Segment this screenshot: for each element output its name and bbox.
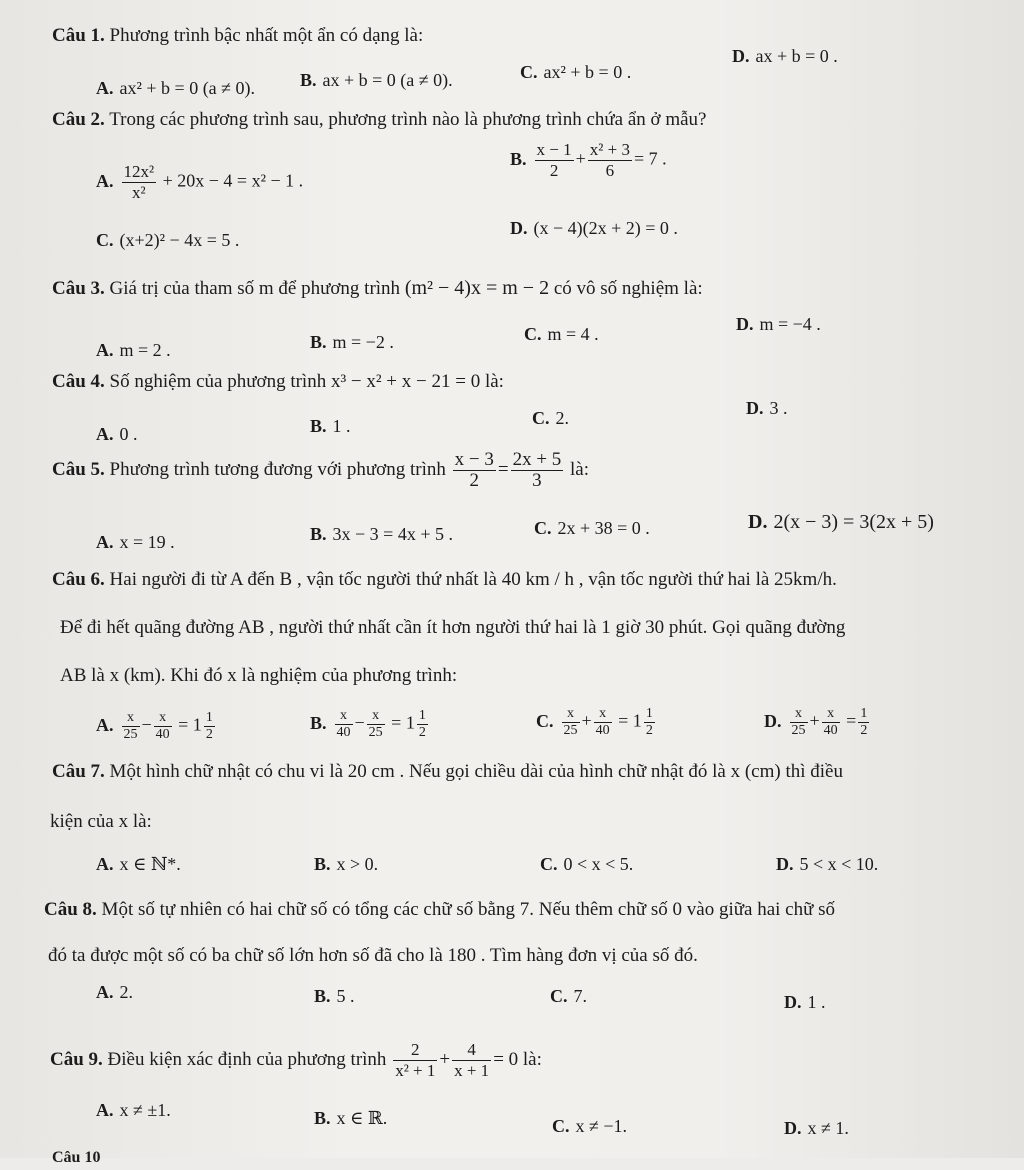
q6-option-c: C. $\frac{x}{25}$ + $\frac{x}{40}$ = 1 $\frac{1}{2}$ bbox=[536, 706, 653, 738]
q2-option-c: C. (x+2)² − 4x = 5 . bbox=[96, 230, 240, 250]
question-3: Câu 3. Giá trị của tham số m để phương trình (m² − 4)x = m − 2 có vô số nghiệm là: bbox=[52, 277, 703, 299]
question-7-line-1: Câu 7. Một hình chữ nhật có chu vi là 20 cm . Nếu gọi chiều dài của hình chữ nhật đó là x (cm) thì điều bbox=[52, 761, 843, 782]
q8-option-a: A. 2. bbox=[96, 982, 133, 1002]
q9-option-a: A. x ≠ ±1. bbox=[96, 1100, 171, 1120]
question-6-line-1: Câu 6. Hai người đi từ A đến B , vận tốc người thứ nhất là 40 km / h , vận tốc người thứ hai là 25km/h. bbox=[52, 569, 837, 590]
question-8-line-1: Câu 8. Một số tự nhiên có hai chữ số có tổng các chữ số bằng 7. Nếu thêm chữ số 0 vào giữa hai chữ số bbox=[44, 899, 836, 920]
question-10-label: Câu 10 bbox=[52, 1149, 101, 1166]
q9-option-b: B. x ∈ ℝ. bbox=[314, 1108, 388, 1128]
q5-option-b: B. 3x − 3 = 4x + 5 . bbox=[310, 524, 453, 544]
question-8-line-2: đó ta được một số có ba chữ số lớn hơn số đã cho là 180 . Tìm hàng đơn vị của số đó. bbox=[48, 945, 698, 966]
q4-option-d: D. 3 . bbox=[746, 398, 788, 418]
q9-option-d: D. x ≠ 1. bbox=[784, 1118, 849, 1138]
q6-option-d: D. $\frac{x}{25}$ + $\frac{x}{40}$ = $\frac{1}{2}$ bbox=[764, 706, 868, 738]
question-7-line-2: kiện của x là: bbox=[50, 811, 152, 832]
q6-option-b: B. $\frac{x}{40}$ − $\frac{x}{25}$ = 1 $\frac{1}{2}$ bbox=[310, 708, 426, 740]
question-2: Câu 2. Trong các phương trình sau, phương trình nào là phương trình chứa ẩn ở mẫu? bbox=[52, 109, 707, 130]
q2-option-a: A. $\frac{\text{12x²}}{\text{x²}}$ + 20x − 4 = x² − 1 . bbox=[96, 162, 304, 202]
question-6-line-2: Để đi hết quãng đường AB , người thứ nhất cần ít hơn người thứ hai là 1 giờ 30 phút. Gọi quãng đường bbox=[60, 617, 846, 638]
q2-option-d: D. (x − 4)(2x + 2) = 0 . bbox=[510, 218, 678, 238]
q9-option-c: C. x ≠ −1. bbox=[552, 1116, 628, 1136]
q4-option-c: C. 2. bbox=[532, 408, 569, 428]
q3-option-a: A. m = 2 . bbox=[96, 340, 171, 360]
q1-option-c: C. ax² + b = 0 . bbox=[520, 62, 632, 82]
q4-option-b: B. 1 . bbox=[310, 416, 351, 436]
q8-option-c: C. 7. bbox=[550, 986, 587, 1006]
q2-option-b: B. $\frac{x - 1}{2}$ + $\frac{\text{x² + 3}}{6}$ = 7 . bbox=[510, 140, 667, 180]
q5-option-c: C. 2x + 38 = 0 . bbox=[534, 518, 650, 538]
q4-option-a: A. 0 . bbox=[96, 424, 138, 444]
q7-option-d: D. 5 < x < 10. bbox=[776, 854, 879, 874]
q8-option-d: D. 1 . bbox=[784, 992, 826, 1012]
question-9: Câu 9. Điều kiện xác định của phương trình $\frac{2}{\text{x² + 1}}$ + $\frac{4}{x + 1}$ = 0 là: bbox=[50, 1040, 542, 1080]
q7-option-b: B. x > 0. bbox=[314, 854, 379, 874]
q3-option-b: B. m = −2 . bbox=[310, 332, 394, 352]
q7-option-c: C. 0 < x < 5. bbox=[540, 854, 634, 874]
q6-option-a: A. $\frac{x}{25}$ − $\frac{x}{40}$ = 1 $\frac{1}{2}$ bbox=[96, 710, 213, 742]
question-6-line-3: AB là x (km). Khi đó x là nghiệm của phương trình: bbox=[60, 665, 458, 686]
question-1: Câu 1. Phương trình bậc nhất một ẩn có dạng là: bbox=[52, 25, 424, 46]
q3-option-c: C. m = 4 . bbox=[524, 324, 599, 344]
q5-option-a: A. x = 19 . bbox=[96, 532, 175, 552]
question-5: Câu 5. Phương trình tương đương với phương trình $\frac{x - 3}{2}$ = $\frac{2x + 5}{3}$ là: bbox=[52, 449, 590, 491]
q5-option-d: D. 2(x − 3) = 3(2x + 5) bbox=[748, 511, 934, 533]
question-4: Câu 4. Số nghiệm của phương trình x³ − x² + x − 21 = 0 là: bbox=[52, 371, 504, 392]
q3-option-d: D. m = −4 . bbox=[736, 314, 821, 334]
q7-option-a: A. x ∈ ℕ*. bbox=[96, 854, 181, 874]
q1-option-b: B. ax + b = 0 (a ≠ 0). bbox=[300, 70, 453, 90]
q8-option-b: B. 5 . bbox=[314, 986, 355, 1006]
q1-option-d: D. ax + b = 0 . bbox=[732, 46, 838, 66]
q1-option-a: A. ax² + b = 0 (a ≠ 0). bbox=[96, 78, 256, 98]
